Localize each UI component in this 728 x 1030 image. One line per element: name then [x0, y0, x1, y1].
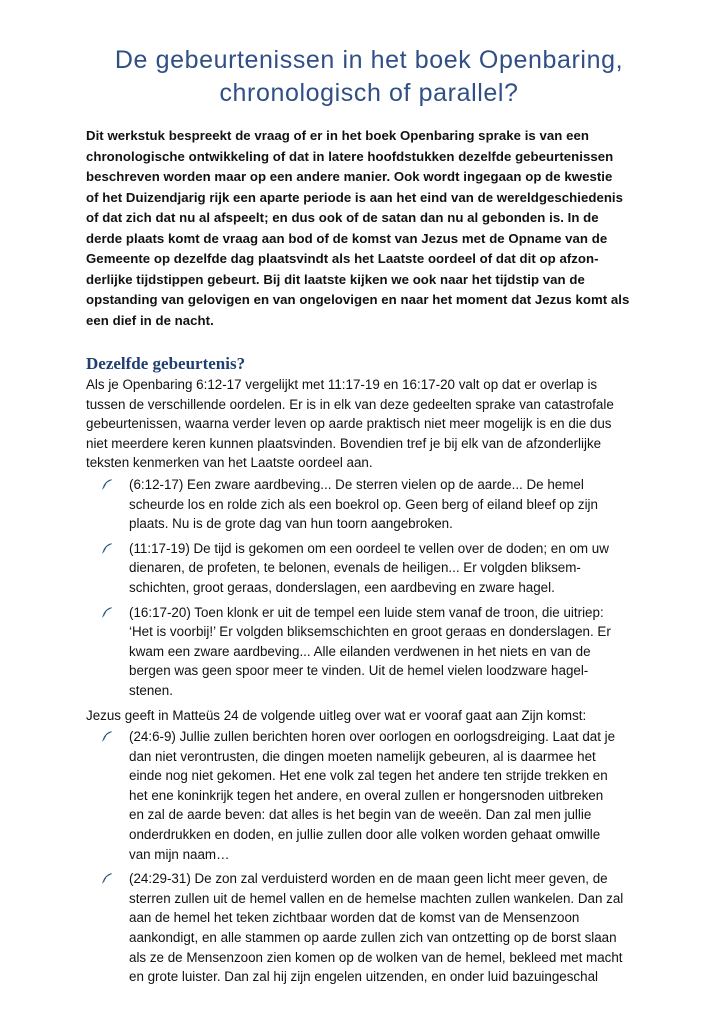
intro-line: chronologische ontwikkeling of dat in latere hoofdstukken dezelfde gebeurtenissen: [86, 148, 614, 164]
intro-line: derde plaats komt de vraag aan bod of de komst van Jezus met de Opname van de: [86, 230, 608, 246]
intro-line: beschreven worden maar op een andere manier. Ook wordt ingegaan op de kwestie: [86, 169, 613, 184]
item-line: het ene koninkrijk tegen het andere, en overal zullen er hongersnoden uitbreken: [129, 787, 604, 803]
item-line: stenen.: [129, 682, 173, 698]
paragraph-line: Jezus geeft in Matteüs 24 de volgende uitleg over wat er vooraf gaat aan Zijn komst:: [86, 707, 587, 723]
paragraph-line: gebeurtenissen, waarna verder leven op aarde praktisch niet meer mogelijk is en die dus: [86, 416, 612, 432]
list-item: [86, 869, 652, 987]
intro-line: Gemeente op dezelfde dag plaatsvindt als het Laatste oordeel of dat dit op afzon-: [86, 251, 599, 266]
title-line: De gebeurtenissen in het boek Openbaring,: [114, 46, 624, 74]
item-line: (24:6-9) Jullie zullen berichten horen over oorlogen en oorlogsdreiging. Laat dat je: [129, 729, 616, 745]
item-line: (11:17-19) De tijd is gekomen om een oordeel te vellen over de doden; en om uw: [129, 540, 609, 556]
document-title: [76, 44, 662, 110]
item-line: dan niet verontrusten, die dingen moeten namelijk gebeuren, al is daarmee het: [129, 748, 596, 764]
list-item: [86, 603, 652, 701]
item-line: plaats. Nu is de grote dag van hun toorn aangebroken.: [129, 516, 453, 532]
item-line: van mijn naam…: [129, 846, 230, 862]
list-item: [86, 475, 652, 534]
feather-pen-bullet-icon: [100, 730, 113, 743]
paragraph-line: teksten kenmerken van het Laatste oordeel aan.: [86, 455, 373, 471]
item-line: scheurde los en rolde zich als een boekrol op. Geen berg of eiland bleef op zijn: [129, 496, 598, 512]
item-line: (6:12-17) Een zware aardbeving... De sterren vielen op de aarde... De hemel: [129, 476, 584, 492]
body-paragraph: [86, 375, 652, 473]
intro-paragraph: [86, 126, 652, 331]
document-page: [86, 44, 652, 992]
intro-line: of het Duizendjarig rijk een aparte periode is aan het eind van de wereldgeschiedenis: [86, 189, 624, 205]
body-paragraph: [86, 706, 652, 726]
intro-line: Dit werkstuk bespreekt de vraag of er in het boek Openbaring sprake is van een: [86, 128, 589, 143]
feather-pen-bullet-icon: [100, 606, 113, 619]
item-line: einde nog niet gekomen. Het ene volk zal tegen het andere ten strijde trekken en: [129, 768, 608, 784]
section-heading: Dezelfde gebeurtenis?: [86, 354, 246, 373]
item-line: onderdrukken en doden, en jullie zullen door alle volken worden gehaat omwille: [129, 827, 601, 843]
title-line: chronologisch of parallel?: [219, 79, 519, 107]
item-line: kwam een zware aardbeving... Alle eilanden verdwenen in het niets en van de: [129, 643, 591, 659]
intro-line: derlijke tijdstippen gebeurt. Bij dit laatste kijken we ook naar het tijdstip van de: [86, 271, 585, 287]
item-line: (24:29-31) De zon zal verduisterd worden en de maan geen licht meer geven, de: [129, 871, 608, 887]
item-line: als ze de Mensenzoon zien komen op de wolken van de hemel, bekleed met macht: [129, 949, 623, 965]
feather-pen-bullet-icon: [100, 872, 113, 885]
quote-list: [86, 727, 652, 987]
item-line: en grote luister. Dan zal hij zijn engelen uitzenden, en onder luid bazuingeschal: [129, 969, 598, 985]
item-line: dienaren, de profeten, te belonen, evenals de heiligen... Er volgden bliksem-: [129, 560, 581, 576]
item-line: ‘Het is voorbij!’ Er volgden bliksemschichten en groot geraas en donderslagen. Er: [129, 624, 611, 640]
list-item: [86, 539, 652, 598]
intro-line: opstanding van gelovigen en van ongelovigen en naar het moment dat Jezus komt als: [86, 292, 630, 307]
intro-line: een dief in de nacht.: [86, 312, 214, 328]
feather-pen-bullet-icon: [100, 542, 113, 555]
item-line: (16:17-20) Toen klonk er uit de tempel een luide stem vanaf de troon, die uitriep:: [129, 604, 604, 620]
item-line: bergen was geen spoor meer te vinden. Uit de hemel vielen loodzware hagel-: [129, 663, 589, 679]
item-line: aankondigt, en alle stammen op aarde zullen zich van ontzetting op de borst slaan: [129, 930, 617, 946]
item-line: en zal de aarde beven: dat alles is het begin van de weeën. Dan zal men jullie: [129, 807, 592, 823]
item-line: schichten, groot geraas, donderslagen, een aardbeving en zware hagel.: [129, 579, 555, 595]
paragraph-line: niet meerdere keren kunnen plaatsvinden. Bovendien tref je bij elk van de afzonderlijke: [86, 435, 602, 451]
item-line: aan de hemel het teken zichtbaar worden dat de komst van de Mensenzoon: [129, 910, 580, 926]
quote-list: [86, 475, 652, 701]
intro-line: of dat zich dat nu al afspeelt; en dus ook of de satan dan nu al gebonden is. In de: [86, 210, 599, 225]
paragraph-line: tussen de verschillende oordelen. Er is in elk van deze gedeelten sprake van catastrofale: [86, 396, 614, 412]
list-item: [86, 727, 652, 864]
feather-pen-bullet-icon: [100, 478, 113, 491]
item-line: sterren zullen uit de hemel vallen en de hemelse machten zullen wankelen. Dan zal: [129, 890, 624, 906]
paragraph-line: Als je Openbaring 6:12-17 vergelijkt met 11:17-19 en 16:17-20 valt op dat er overlap is: [86, 377, 598, 392]
